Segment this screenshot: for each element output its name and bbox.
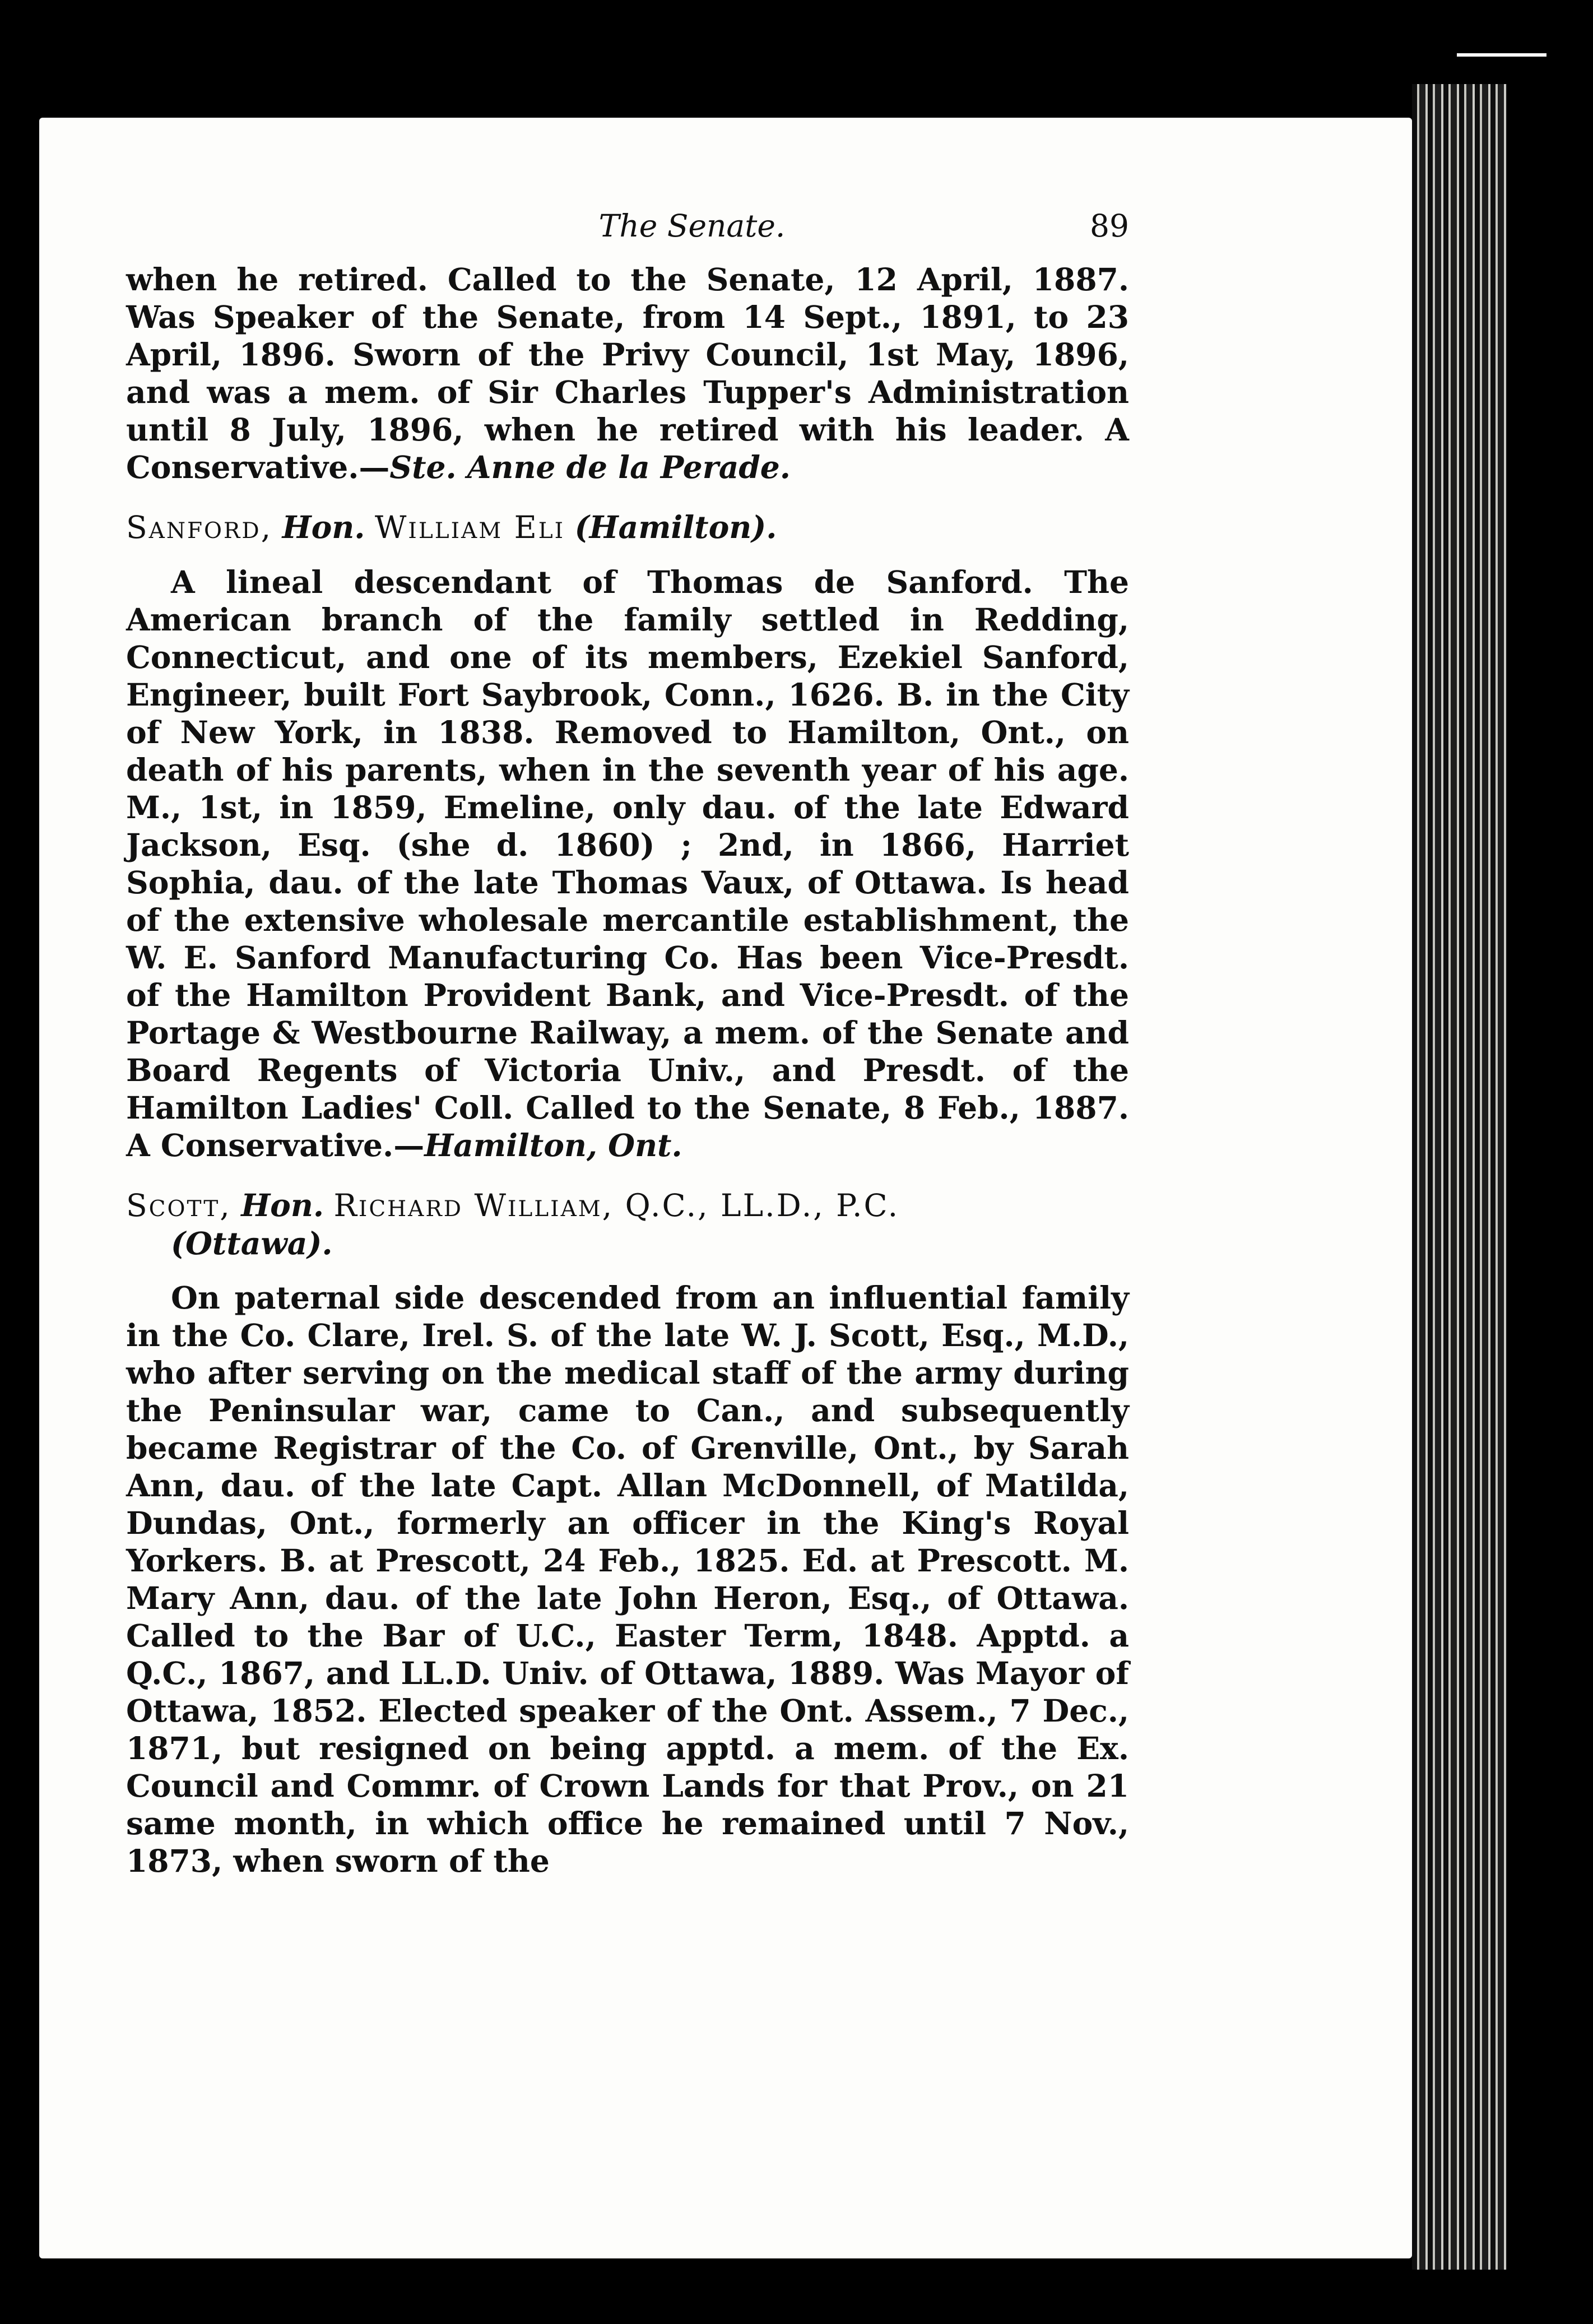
book-page-edge	[1412, 84, 1507, 2270]
entry-heading-scott	[126, 1186, 1129, 1262]
running-title: The Senate.	[598, 208, 786, 244]
place-ref: Ste. Anne de la Perade.	[389, 449, 791, 485]
residence: (Hamilton).	[574, 509, 777, 545]
place-ref: Hamilton, Ont.	[424, 1127, 682, 1163]
entry-heading-sanford	[126, 508, 1129, 546]
honorific: Hon.	[241, 1187, 324, 1223]
paragraph-scott: On paternal side descended from an influential family in the Co. Clare, Irel. S. of the late W. J. Scott, Esq., M.D., who after serving on the medical staff of the army during the Peninsular war, came to Can., and subsequently became Registrar of the Co. of Grenville, Ont., by Sarah Ann, dau. of the late Capt. Allan McDonnell, of Matilda, Dundas, Ont., formerly an officer in the King's Royal Yorkers. B. at Prescott, 24 Feb., 1825. Ed. at Prescott. M. Mary Ann, dau. of the late John Heron, Esq., of Ottawa. Called to the Bar of U.C., Easter Term, 1848. Apptd. a Q.C., 1867, and LL.D. Univ. of Ottawa, 1889. Was Mayor of Ottawa, 1852. Elected speaker of the Ont. Assem., 7 Dec., 1871, but resigned on being apptd. a mem. of the Ex. Council and Commr. of Crown Lands for that Prov., on 21 same month, in which office he remained until 7 Nov., 1873, when sworn of the	[126, 1279, 1129, 1879]
paragraph-text: A lineal descendant of Thomas de Sanford. The American branch of the family settled in Redding, Connecticut, and one of its members, Ezekiel Sanford, Engineer, built Fort Saybrook, Conn., 1626. B. in the City of New York, in 1838. Removed to Hamilton, Ont., on death of his parents, when in the seventh year of his age. M., 1st, in 1859, Emeline, only dau. of the late Edward Jackson, Esq. (she d. 1860) ; 2nd, in 1866, Harriet Sophia, dau. of the late Thomas Vaux, of Ottawa. Is head of the extensive wholesale mercantile establishment, the W. E. Sanford Manufacturing Co. Has been Vice-Presdt. of the Hamilton Provident Bank, and Vice-Presdt. of the Portage & Westbourne Railway, a mem. of the Senate and Board Regents of Victoria Univ., and Presdt. of the Hamilton Ladies' Coll. Called to the Senate, 8 Feb., 1887. A Conservative.—	[126, 564, 1129, 1163]
page-number: 89	[1090, 208, 1129, 244]
residence: (Ottawa).	[171, 1225, 333, 1261]
edge-mark	[1457, 53, 1546, 57]
paragraph-sanford	[126, 563, 1129, 1164]
given-names: Richard William, Q.C., LL.D., P.C.	[333, 1187, 900, 1223]
page-text	[126, 207, 1129, 1880]
running-header	[126, 207, 1129, 245]
honorific: Hon.	[282, 509, 365, 545]
surname: Sanford,	[126, 509, 273, 545]
surname: Scott,	[126, 1187, 231, 1223]
given-names: William Eli	[374, 509, 565, 545]
paragraph-text: when he retired. Called to the Senate, 12 April, 1887. Was Speaker of the Senate, from 14 Sept., 1891, to 23 April, 1896. Sworn of the Privy Council, 1st May, 1896, and was a mem. of Sir Charles Tupper's Administration until 8 July, 1896, when he retired with his leader. A Conservative.—	[126, 261, 1129, 485]
paragraph-continued	[126, 261, 1129, 486]
